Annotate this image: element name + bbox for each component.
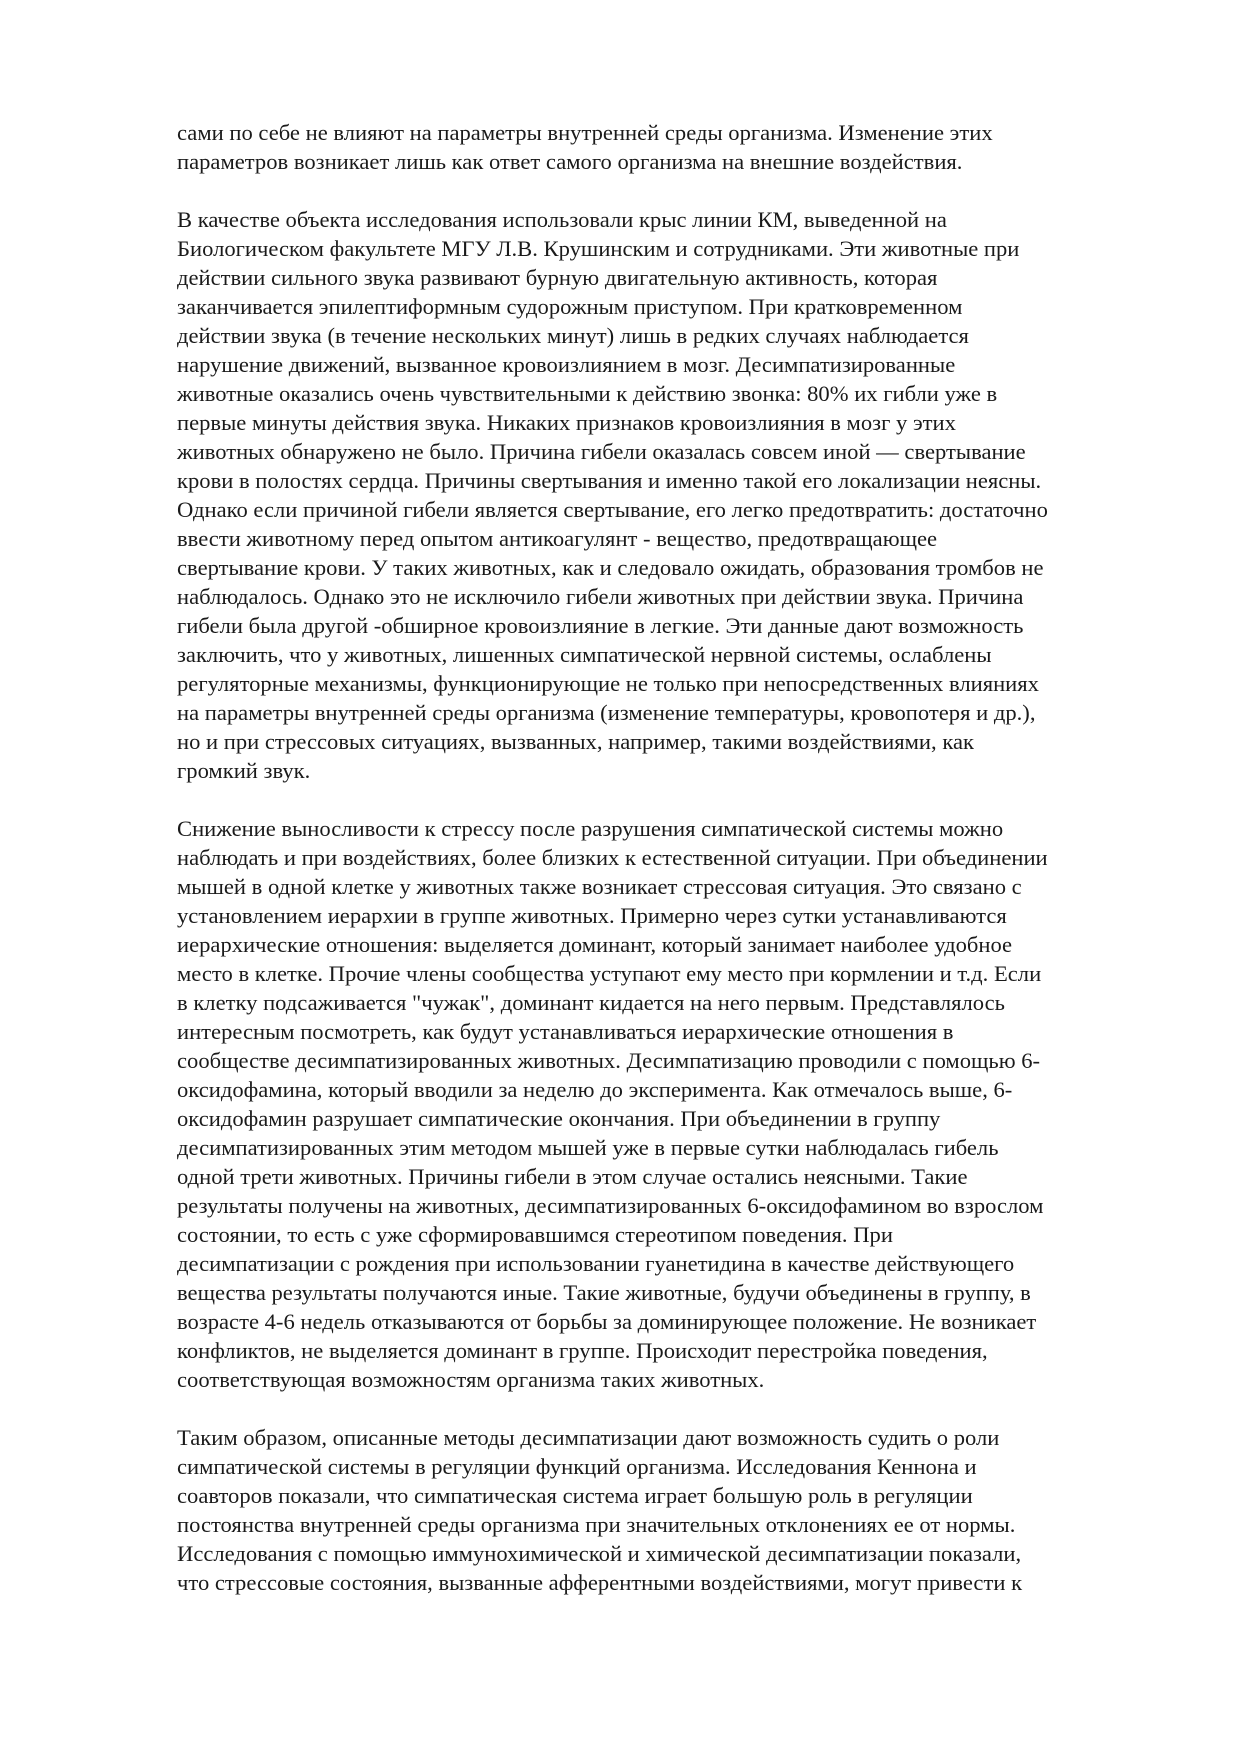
paragraph-3 [177,814,1177,1394]
paragraph-4 [177,1423,1177,1597]
text-line: Однако если причиной гибели является свертывание, его легко предотвратить: достаточно [177,497,1048,522]
text-line: но и при стрессовых ситуациях, вызванных, например, такими воздействиями, как [177,729,974,754]
text-line: Исследования с помощью иммунохимической и химической десимпатизации показали, [177,1541,1022,1566]
text-line: громкий звук. [177,758,311,783]
text-line: мышей в одной клетке у животных также возникает стрессовая ситуация. Это связано с [177,874,1022,899]
paragraph-2 [177,205,1177,785]
text-line: заключить, что у животных, лишенных симпатической нервной системы, ослаблены [177,642,992,667]
text-line: иерархические отношения: выделяется доминант, который занимает наиболее удобное [177,932,1013,957]
text-line: симпатической системы в регуляции функций организма. Исследования Кеннона и [177,1454,977,1479]
text-line: параметров возникает лишь как ответ самого организма на внешние воздействия. [177,149,963,174]
text-line: первые минуты действия звука. Никаких признаков кровоизлияния в мозг у этих [177,410,956,435]
document-body [177,118,1177,1626]
text-line: сообществе десимпатизированных животных. Десимпатизацию проводили с помощью 6- [177,1048,1041,1073]
text-line: действии сильного звука развивают бурную двигательную активность, которая [177,265,938,290]
text-line: конфликтов, не выделяется доминант в группе. Происходит перестройка поведения, [177,1338,988,1363]
text-line: возрасте 4-6 недель отказываются от борьбы за доминирующее положение. Не возникает [177,1309,1037,1334]
text-line: нарушение движений, вызванное кровоизлиянием в мозг. Десимпатизированные [177,352,956,377]
text-line: на параметры внутренней среды организма (изменение температуры, кровопотеря и др.), [177,700,1036,725]
text-line: вещества результаты получаются иные. Такие животные, будучи объединены в группу, в [177,1280,1031,1305]
text-line: десимпатизированных этим методом мышей уже в первые сутки наблюдалась гибель [177,1135,999,1160]
text-line: постоянства внутренней среды организма при значительных отклонениях ее от нормы. [177,1512,1016,1537]
text-line: гибели была другой -обширное кровоизлияние в легкие. Эти данные дают возможность [177,613,1024,638]
text-line: крови в полостях сердца. Причины свертывания и именно такой его локализации неясны. [177,468,1042,493]
text-line: действии звука (в течение нескольких минут) лишь в редких случаях наблюдается [177,323,969,348]
text-line: наблюдать и при воздействиях, более близких к естественной ситуации. При объединении [177,845,1048,870]
text-line: результаты получены на животных, десимпатизированных 6-оксидофамином во взрослом [177,1193,1044,1218]
text-line: что стрессовые состояния, вызванные афферентными воздействиями, могут привести к [177,1570,1023,1595]
text-line: установлением иерархии в группе животных. Примерно через сутки устанавливаются [177,903,1007,928]
text-line: животных обнаружено не было. Причина гибели оказалась совсем иной — свертывание [177,439,1026,464]
text-line: Снижение выносливости к стрессу после разрушения симпатической системы можно [177,816,1004,841]
text-line: оксидофамин разрушает симпатические окончания. При объединении в группу [177,1106,941,1131]
text-line: в клетку подсаживается "чужак", доминант кидается на него первым. Представлялось [177,990,1005,1015]
text-line: животные оказались очень чувствительными к действию звонка: 80% их гибли уже в [177,381,998,406]
text-line: место в клетке. Прочие члены сообщества уступают ему место при кормлении и т.д. Если [177,961,1042,986]
text-line: состоянии, то есть с уже сформировавшимся стереотипом поведения. При [177,1222,893,1247]
text-line: оксидофамина, который вводили за неделю до эксперимента. Как отмечалось выше, 6- [177,1077,1013,1102]
text-line: Биологическом факультете МГУ Л.В. Крушинским и сотрудниками. Эти животные при [177,236,1020,261]
text-line: соответствующая возможностям организма таких животных. [177,1367,765,1392]
text-line: Таким образом, описанные методы десимпатизации дают возможность судить о роли [177,1425,1000,1450]
paragraph-1 [177,118,1177,176]
text-line: В качестве объекта исследования использовали крыс линии КМ, выведенной на [177,207,947,232]
text-line: наблюдалось. Однако это не исключило гибели животных при действии звука. Причина [177,584,1024,609]
text-line: заканчивается эпилептиформным судорожным приступом. При кратковременном [177,294,963,319]
text-line: свертывание крови. У таких животных, как и следовало ожидать, образования тромбов не [177,555,1044,580]
text-line: десимпатизации с рождения при использовании гуанетидина в качестве действующего [177,1251,1015,1276]
text-line: интересным посмотреть, как будут устанавливаться иерархические отношения в [177,1019,954,1044]
text-line: одной трети животных. Причины гибели в этом случае остались неясными. Такие [177,1164,968,1189]
text-line: сами по себе не влияют на параметры внутренней среды организма. Изменение этих [177,120,993,145]
text-line: соавторов показали, что симпатическая система играет большую роль в регуляции [177,1483,973,1508]
text-line: ввести животному перед опытом антикоагулянт - вещество, предотвращающее [177,526,938,551]
text-line: регуляторные механизмы, функционирующие не только при непосредственных влияниях [177,671,1039,696]
